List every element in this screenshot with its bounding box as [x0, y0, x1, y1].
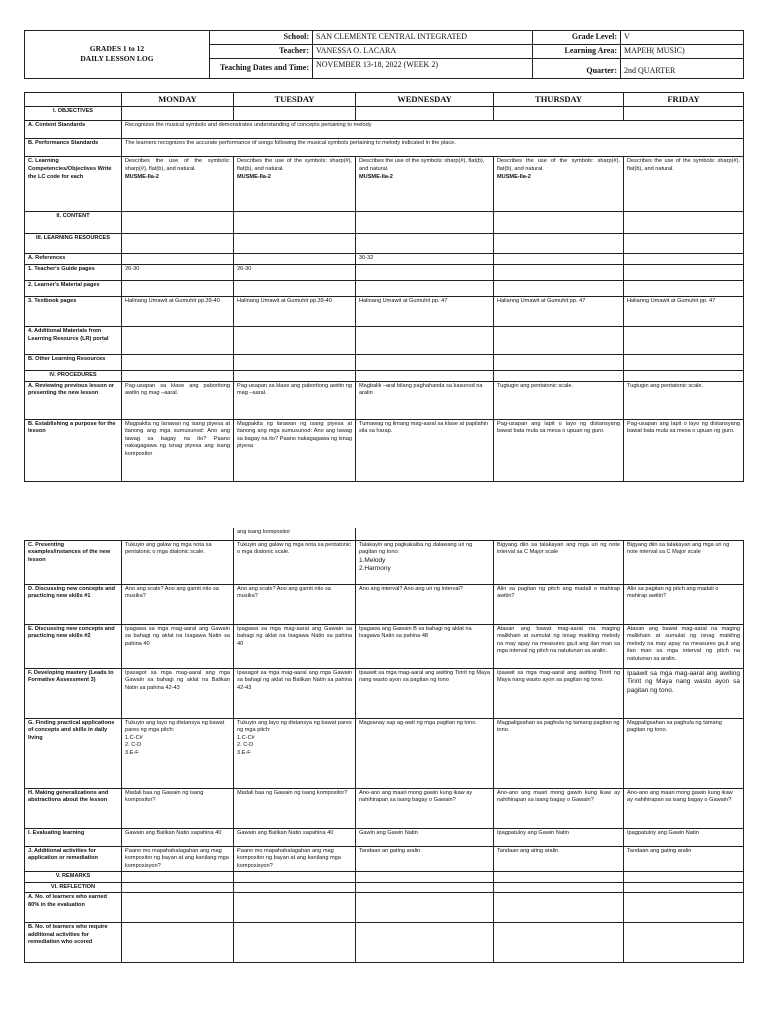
generalizations-thursday: Ano-ano ang maari mong gawin kung ikaw ay nahihirapan sa isang bagay o Gawain?	[494, 788, 624, 828]
evaluating-row	[25, 828, 744, 846]
reflection-heading: VI. REFLECTION	[25, 882, 122, 893]
textbook-wednesday: Halinang Umawit at Gumuhit pp. 47	[356, 297, 494, 327]
applications-row	[25, 718, 744, 788]
textbook-pages-label: 3. Textbook pages	[25, 297, 122, 327]
mastery-friday: Ipaawit sa mga mag-aaral ang awiting Tiririt ng Maya nang wasto ayon sa pagitan ng tono.	[624, 668, 744, 718]
discussing1-thursday: Alin sa pagitan ng pitch ang madali o mahirap awitin?	[494, 584, 624, 624]
purpose-tuesday: Magpakita ng larawan ng isang piyesa at itanong ang mga sumusunod: Ano ang tawag sa bagay na ito? Paano nakagagawa ng isnag piyesa	[234, 419, 356, 481]
discussing1-label: D. Discussing new concepts and practicing new skills #1	[25, 584, 122, 624]
competency-tuesday: Describes the use of the symbols: sharp(#), flat(b), and natural. MUSME-IIa-2	[234, 157, 356, 212]
generalizations-monday: Madali baa ng Gawain ng isang kompositor?	[122, 788, 234, 828]
generalizations-label: H. Making generalizations and abstractions about the lesson	[25, 788, 122, 828]
generalizations-friday: Ano-ano ang maari mong gawin kung ikaw ay nahihirapan sa isang bagay o Gawain?	[624, 788, 744, 828]
content-standards-text: Recognizes the musical symbols and demonstrates understanding of concepts pertaining to melody	[122, 121, 744, 139]
presenting-monday: Tukuyin ang galaw ng mga nota sa pentatonic o mga diatonic scale.	[122, 540, 234, 584]
grade-level-label: Grade Level:	[533, 31, 621, 45]
other-resources-label: B. Other Learning Resources	[25, 355, 122, 371]
objectives-heading: I. OBJECTIVES	[25, 107, 122, 121]
reviewing-tuesday: Pag-usapan sa klase ang paboritong awitin ng mag –aaral.	[234, 381, 356, 419]
reviewing-label: A. Reviewing previous lesson or presenting the new lesson	[25, 381, 122, 419]
quarter-value: 2nd QUARTER	[621, 58, 744, 78]
additional-activities-label: J. Additional activities for application or remediation	[25, 846, 122, 872]
generalizations-row	[25, 788, 744, 828]
discussing1-tuesday: Ano ang scale? Ano ang gamit nito sa musika?	[234, 584, 356, 624]
purpose-thursday: Pag-usapan ang lapit o layo ng distansyang bawat bata mula sa mesa o upuan ng guro.	[494, 419, 624, 481]
competency-wednesday: Describes the use of the symbols: sharp(#), flat(b), and natural. MUSME-IIa-2	[356, 157, 494, 212]
mastery-label: F. Developing mastery (Leads to Formative Assessment 3)	[25, 668, 122, 718]
applications-friday: Magpaligsahan sa paghula ng tamang pagitan ng tono.	[624, 718, 744, 788]
purpose-monday: Magpakita ng larawan ng isang piyesa at itanong ang mga sumusunod: Ano ang tawag sa bagay na ito? Paano nakagagawa ng isnag piyesa ang isang kompositor	[122, 419, 234, 481]
presenting-thursday: Bigyang diin sa talakayan ang mga uri ng note interval sa C Major scale	[494, 540, 624, 584]
textbook-monday: Halinang Umawit at Gumuhit pp.39-40	[122, 297, 234, 327]
discussing2-friday: Atasan ang bawat mag-aaral na maging malikhain at sumulat ng isnag maikling melody na may apay na measures ga,it ang ilan man sa mga interval ng pitch na natutunan sa aralin.	[624, 624, 744, 668]
additional-activities-tuesday: Paano mo mapahahalagahan ang mag kompositor ng bayan at ang kanilang mga komposisyon?	[234, 846, 356, 872]
reflection-a-label: A. No. of learners who earned 80% in the evaluation	[25, 893, 122, 923]
performance-standards-label: B. Performance Standards	[25, 139, 122, 157]
applications-tuesday: Tukuyin ang layo ng distansya ng bawat pares ng mga pitch: 1.C-C# 2. C-D 3.E-F	[234, 718, 356, 788]
purpose-wednesday: Tumawag ng limang mag-aaral sa klase at papilahin sila sa harap.	[356, 419, 494, 481]
generalizations-tuesday: Madali baa ng Gawain ng isang kompositor?	[234, 788, 356, 828]
document-title: GRADES 1 to 12 DAILY LESSON LOG	[25, 31, 210, 79]
textbook-tuesday: Halinang Umawit at Gumuhit pp.39-40	[234, 297, 356, 327]
mastery-wednesday: Ipaawit sa mga mag-aaral ang awiting Tiririt ng Maya nang wasto ayon sa pagitan ng tono	[356, 668, 494, 718]
reviewing-friday: Tugtugin ang pentatonic scale.	[624, 381, 744, 419]
discussing2-thursday: Atasan ang bawat mag-aaral na maging malikhain at sumulat ng isnag maikling melody na may apay na measures ga,it ang ilan man sa mga interval ng pitch na natutunan sa aralin.	[494, 624, 624, 668]
day-tuesday: TUESDAY	[234, 93, 356, 107]
teachers-guide-label: 1. Teacher's Guide pages	[25, 265, 122, 281]
tg-monday: 26-30	[122, 265, 234, 281]
additional-activities-wednesday: Tandaan an gating aralin	[356, 846, 494, 872]
teaching-dates-value: NOVEMBER 13-18, 2022 (WEEK 2)	[313, 58, 533, 78]
discussing2-wednesday: Ipagawa ang Gawain B sa bahagi ng aklat na Isagawa Natin sa pahina 48	[356, 624, 494, 668]
additional-activities-friday: Tandaan ang gating aralin	[624, 846, 744, 872]
remarks-heading: V. REMARKS	[25, 872, 122, 883]
learning-area-value: MAPEH( MUSIC)	[621, 44, 744, 58]
lesson-table-page1	[24, 92, 744, 482]
mastery-monday: Ipasagot sa mga mag-aaral ang mga Gawain sa bahagi ng aklat na Balikan Natin sa pahina 42-43	[122, 668, 234, 718]
references-label: A. References	[25, 254, 122, 265]
discussing1-friday: Alin sa pagitan ng pitch ang madali o mahirap awitin?	[624, 584, 744, 624]
learning-area-label: Learning Area:	[533, 44, 621, 58]
reviewing-thursday: Tugtugin ang pentatonic scale.	[494, 381, 624, 419]
discussing1-monday: Ano ang scale? Ano ang gamit nito sa musika?	[122, 584, 234, 624]
tg-tuesday: 26-30	[234, 265, 356, 281]
discussing1-wednesday: Ano ang interval? Ano ang uri ng interval?	[356, 584, 494, 624]
applications-thursday: Magpaligsahan sa paghula ng tamang pagitan ng tono.	[494, 718, 624, 788]
mastery-row	[25, 668, 744, 718]
reflection-b-label: B. No. of learners who require additional activities for remediation who scored	[25, 923, 122, 963]
evaluating-monday: Gawain ang Balikan Natin sapahina 40	[122, 828, 234, 846]
discussing2-tuesday: Ipagawa sa mga mag-aaral ang Gawain sa bahagi ng aklat na Isagawa Natin sa pahina 40	[234, 624, 356, 668]
learners-material-label: 2. Learner's Material pages	[25, 281, 122, 297]
purpose-row	[25, 419, 744, 481]
lesson-log-header	[24, 30, 744, 79]
evaluating-tuesday: Gawain ang Balikan Natin sapahina 40	[234, 828, 356, 846]
purpose-friday: Pag-usapan ang lapit o layo ng distansyang bawat bata mula sa mesa o upuan ng guro.	[624, 419, 744, 481]
mastery-thursday: Ipaawit sa mga mag-aaral ang awiting Tiririt ng Maya nang wasto ayon sa pagitan ng tono.	[494, 668, 624, 718]
day-monday: MONDAY	[122, 93, 234, 107]
discussing2-row	[25, 624, 744, 668]
textbook-friday: Halianng Umawit at Gumuhit pp. 47	[624, 297, 744, 327]
applications-wednesday: Magsanay sap ag-awit ng mga pagitan ng tono.	[356, 718, 494, 788]
textbook-thursday: Halianng Umawit at Gumuhit pp. 47	[494, 297, 624, 327]
presenting-friday: Bigyang diin sa talakayan ang mga uri ng note interval sa C Major scale	[624, 540, 744, 584]
reviewing-wednesday: Magbalik –aral bilang paghahanda sa kasunod na aralin	[356, 381, 494, 419]
teacher-label: Teacher:	[210, 44, 313, 58]
additional-materials-label: 4. Additional Materials from Learning Resource (LR) portal	[25, 327, 122, 355]
teaching-dates-label: Teaching Dates and Time:	[210, 58, 313, 78]
day-header-row	[25, 93, 744, 107]
learning-resources-heading: III. LEARNING RESOURCES	[25, 234, 122, 254]
evaluating-thursday: Ipagpatuloy ang Gawin Natin	[494, 828, 624, 846]
school-label: School:	[210, 31, 313, 45]
performance-standards-text: The learners recognizes the accurate performance of songs following the musical symbols pertaining to melody indicated in the place.	[122, 139, 744, 157]
procedures-heading: IV. PROCEDURES	[25, 371, 122, 382]
competency-friday: Describes the use of the symbols: sharp(#), flat(b), and natural.	[624, 157, 744, 212]
grade-level-value: V	[621, 31, 744, 45]
teacher-value: VANESSA O. LACARA	[313, 44, 533, 58]
presenting-label: C. Presenting examples/instances of the new lesson	[25, 540, 122, 584]
discussing2-label: E. Discussing new concepts and practicing new skills #2	[25, 624, 122, 668]
presenting-row	[25, 540, 744, 584]
content-standards-label: A. Content Standards	[25, 121, 122, 139]
presenting-wednesday: Talakayin ang pagkakaiba ng dalawang uri ng pagitan ng tono: 1.Melody 2.Harmony	[356, 540, 494, 584]
school-value: SAN CLEMENTE CENTRAL INTEGRATED	[313, 31, 533, 45]
content-heading: II. CONTENT	[25, 212, 122, 234]
discussing1-row	[25, 584, 744, 624]
additional-activities-thursday: Tandaan ang ating aralin	[494, 846, 624, 872]
competencies-label: C. Learning Competencies/Objectives Write the LC code for each	[25, 157, 122, 212]
applications-label: G. Finding practical applications of concepts and skills in daily living	[25, 718, 122, 788]
additional-activities-row	[25, 846, 744, 872]
corner-cell	[25, 93, 122, 107]
evaluating-wednesday: Gawin ang Gawin Natin	[356, 828, 494, 846]
applications-monday: Tukuyin ang layo ng distansya ng bawat pares ng mga pitch: 1.C-C# 2. C-D 3.E-F	[122, 718, 234, 788]
additional-activities-monday: Paano mo mapahahalagahan ang mag kompositor ng bayan at ang kanilang mga komposisyon?	[122, 846, 234, 872]
evaluating-label: I. Evaluating learning	[25, 828, 122, 846]
generalizations-wednesday: Ano-ano ang maari mong gawin kung ikaw ay nahihirapan sa isang bagay o Gawain?	[356, 788, 494, 828]
carryover-tuesday: ang isang kompositor	[234, 528, 356, 540]
presenting-tuesday: Tukuyin ang galaw ng mga nota sa pentatonic o mga diatonic scale.	[234, 540, 356, 584]
mastery-tuesday: Ipasagot sa mga mag-aaral ang mga Gawain sa bahagi ng aklat na Balikan Natin sa pahina 42-43	[234, 668, 356, 718]
day-wednesday: WEDNESDAY	[356, 93, 494, 107]
evaluating-friday: Ipagpatuloy ang Gawin Natin	[624, 828, 744, 846]
tg-wednesday: 30-32	[356, 254, 494, 265]
purpose-label: B. Establishing a purpose for the lesson	[25, 419, 122, 481]
quarter-label: Quarter:	[533, 58, 621, 78]
competencies-row	[25, 157, 744, 212]
reviewing-row	[25, 381, 744, 419]
competency-monday: Describes the use of the symbols: sharp(#), flat(b), and natural. MUSME-IIa-2	[122, 157, 234, 212]
day-friday: FRIDAY	[624, 93, 744, 107]
competency-thursday: Describes the use of the symbols: sharp(#), flat(b), and natural. MUSME-IIa-2	[494, 157, 624, 212]
day-thursday: THURSDAY	[494, 93, 624, 107]
reviewing-monday: Pag-usapan sa klase ang paboritong awitin ng mag –aaral.	[122, 381, 234, 419]
lesson-table-page2	[24, 528, 744, 963]
discussing2-monday: Ipagawa sa mga mag-aaral ang Gawain sa bahagi ng aklat na Isagawa Natin sa pahina 40	[122, 624, 234, 668]
